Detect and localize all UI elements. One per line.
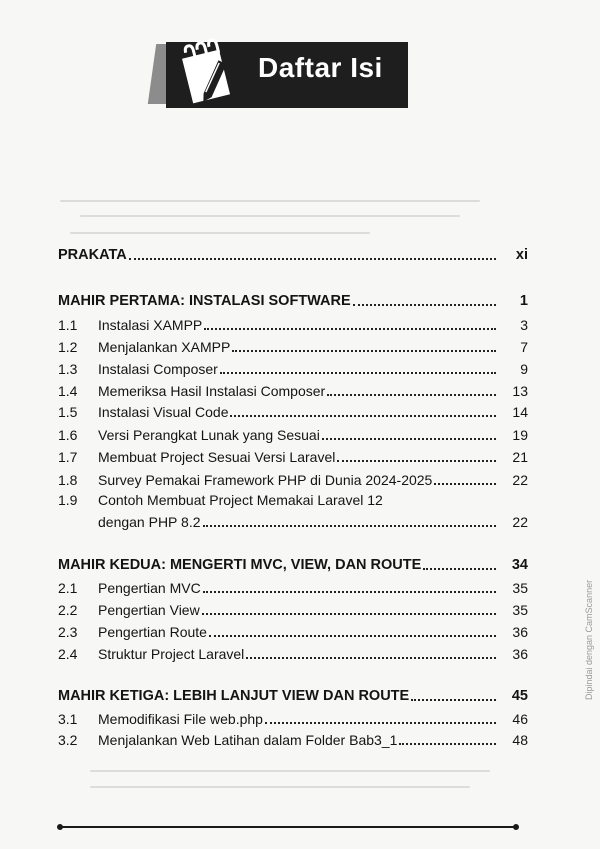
dot-leader (232, 349, 496, 352)
dot-leader (202, 612, 496, 615)
entry-title: Menjalankan XAMPP (98, 339, 231, 355)
entry-number: 2.1 (58, 580, 78, 596)
toc-chapter-entry[interactable] (58, 554, 528, 574)
entry-page-number: 1 (519, 293, 528, 309)
bleed-through-line (80, 215, 460, 217)
toc-section-entry[interactable] (58, 314, 528, 334)
entry-page-number: 19 (512, 427, 528, 443)
toc-section-entry[interactable] (58, 599, 528, 619)
dot-leader (322, 437, 496, 440)
dot-leader (230, 414, 496, 417)
toc-section-entry[interactable] (58, 621, 528, 641)
entry-title: PRAKATA (58, 247, 127, 263)
dot-leader (399, 742, 496, 745)
entry-number: 2.2 (58, 602, 78, 618)
entry-page-number: 34 (511, 557, 528, 573)
scanner-watermark: Dipindai dengan CamScanner (584, 579, 594, 700)
entry-number: 2.3 (58, 624, 78, 640)
entry-page-number: 21 (512, 449, 528, 465)
dot-leader (265, 721, 496, 724)
entry-title: Struktur Project Laravel (98, 646, 245, 662)
dot-leader (204, 327, 496, 330)
bleed-through-line (70, 232, 370, 234)
entry-title: Survey Pemakai Framework PHP di Dunia 2024-2025 (98, 472, 433, 488)
entry-page-number: 36 (512, 624, 528, 640)
toc-section-entry[interactable] (58, 446, 528, 466)
notebook-pen-icon (172, 36, 244, 110)
dot-leader (353, 303, 496, 306)
entry-page-number: 22 (512, 514, 528, 530)
entry-title: Memodifikasi File web.php (98, 711, 263, 727)
entry-title: Pengertian Route (98, 624, 207, 640)
entry-title: MAHIR KEDUA: MENGERTI MVC, VIEW, DAN ROUTE (58, 557, 422, 573)
dot-leader (209, 634, 496, 637)
entry-page-number: 36 (512, 646, 528, 662)
toc-section-entry[interactable] (58, 336, 528, 356)
toc-section-entry[interactable] (58, 424, 528, 444)
entry-page-number: 7 (520, 339, 528, 355)
entry-page-number: 14 (512, 404, 528, 420)
entry-number: 1.5 (58, 404, 78, 420)
toc-section-entry[interactable] (58, 729, 528, 749)
entry-page-number: 48 (512, 732, 528, 748)
entry-number: 3.1 (58, 711, 78, 727)
toc-chapter-entry[interactable] (58, 685, 528, 705)
toc-section-entry-continued[interactable] (58, 511, 528, 531)
entry-page-number: 35 (512, 602, 528, 618)
entry-title: Versi Perangkat Lunak yang Sesuai (98, 427, 320, 443)
entry-page-number: 9 (520, 361, 528, 377)
dot-leader (337, 459, 496, 462)
toc-section-entry[interactable] (58, 380, 528, 400)
toc-section-entry[interactable] (58, 358, 528, 378)
entry-title: Contoh Membuat Project Memakai Laravel 12 (98, 492, 383, 508)
entry-title: Pengertian View (98, 602, 200, 618)
entry-page-number: 46 (512, 711, 528, 727)
entry-number: 1.7 (58, 449, 78, 465)
entry-number: 1.9 (58, 492, 78, 508)
entry-title: Membuat Project Sesuai Versi Laravel (98, 449, 336, 465)
entry-page-number: 22 (512, 472, 528, 488)
dot-leader (327, 393, 496, 396)
toc-section-entry[interactable] (58, 401, 528, 421)
entry-title: Instalasi XAMPP (98, 317, 203, 333)
entry-number: 1.1 (58, 317, 78, 333)
entry-page-number: 45 (511, 688, 528, 704)
entry-page-number: 35 (512, 580, 528, 596)
entry-number: 3.2 (58, 732, 78, 748)
dot-leader (411, 698, 496, 701)
toc-section-entry[interactable] (58, 643, 528, 663)
dot-leader (434, 482, 496, 485)
toc-section-entry[interactable] (58, 577, 528, 597)
toc-section-entry[interactable] (58, 708, 528, 728)
bleed-through-line (90, 786, 470, 788)
entry-title-continued: dengan PHP 8.2 (98, 514, 201, 530)
toc-chapter-entry[interactable] (58, 290, 528, 310)
entry-title: Instalasi Visual Code (98, 404, 229, 420)
toc-section-entry[interactable] (58, 489, 528, 509)
entry-page-number: xi (515, 247, 528, 263)
dot-leader (220, 371, 496, 374)
dot-leader (203, 524, 497, 527)
footer-rule (60, 826, 516, 828)
entry-number: 1.8 (58, 472, 78, 488)
entry-title: MAHIR KETIGA: LEBIH LANJUT VIEW DAN ROUTE (58, 688, 410, 704)
toc-header (152, 38, 408, 114)
bleed-through-line (90, 770, 490, 772)
entry-page-number: 13 (512, 383, 528, 399)
toc-chapter-entry[interactable] (58, 244, 528, 264)
toc-section-entry[interactable] (58, 469, 528, 489)
entry-page-number: 3 (520, 317, 528, 333)
dot-leader (203, 590, 496, 593)
entry-title: Menjalankan Web Latihan dalam Folder Bab3_1 (98, 732, 398, 748)
bleed-through-line (60, 200, 480, 202)
entry-number: 1.4 (58, 383, 78, 399)
entry-title: MAHIR PERTAMA: INSTALASI SOFTWARE (58, 293, 351, 309)
entry-number: 1.2 (58, 339, 78, 355)
entry-title: Pengertian MVC (98, 580, 201, 596)
page-title: Daftar Isi (258, 52, 383, 83)
entry-number: 1.6 (58, 427, 78, 443)
entry-number: 2.4 (58, 646, 78, 662)
dot-leader (423, 567, 496, 570)
dot-leader (129, 257, 496, 260)
entry-number: 1.3 (58, 361, 78, 377)
entry-title: Instalasi Composer (98, 361, 218, 377)
dot-leader (246, 656, 496, 659)
entry-title: Memeriksa Hasil Instalasi Composer (98, 383, 326, 399)
